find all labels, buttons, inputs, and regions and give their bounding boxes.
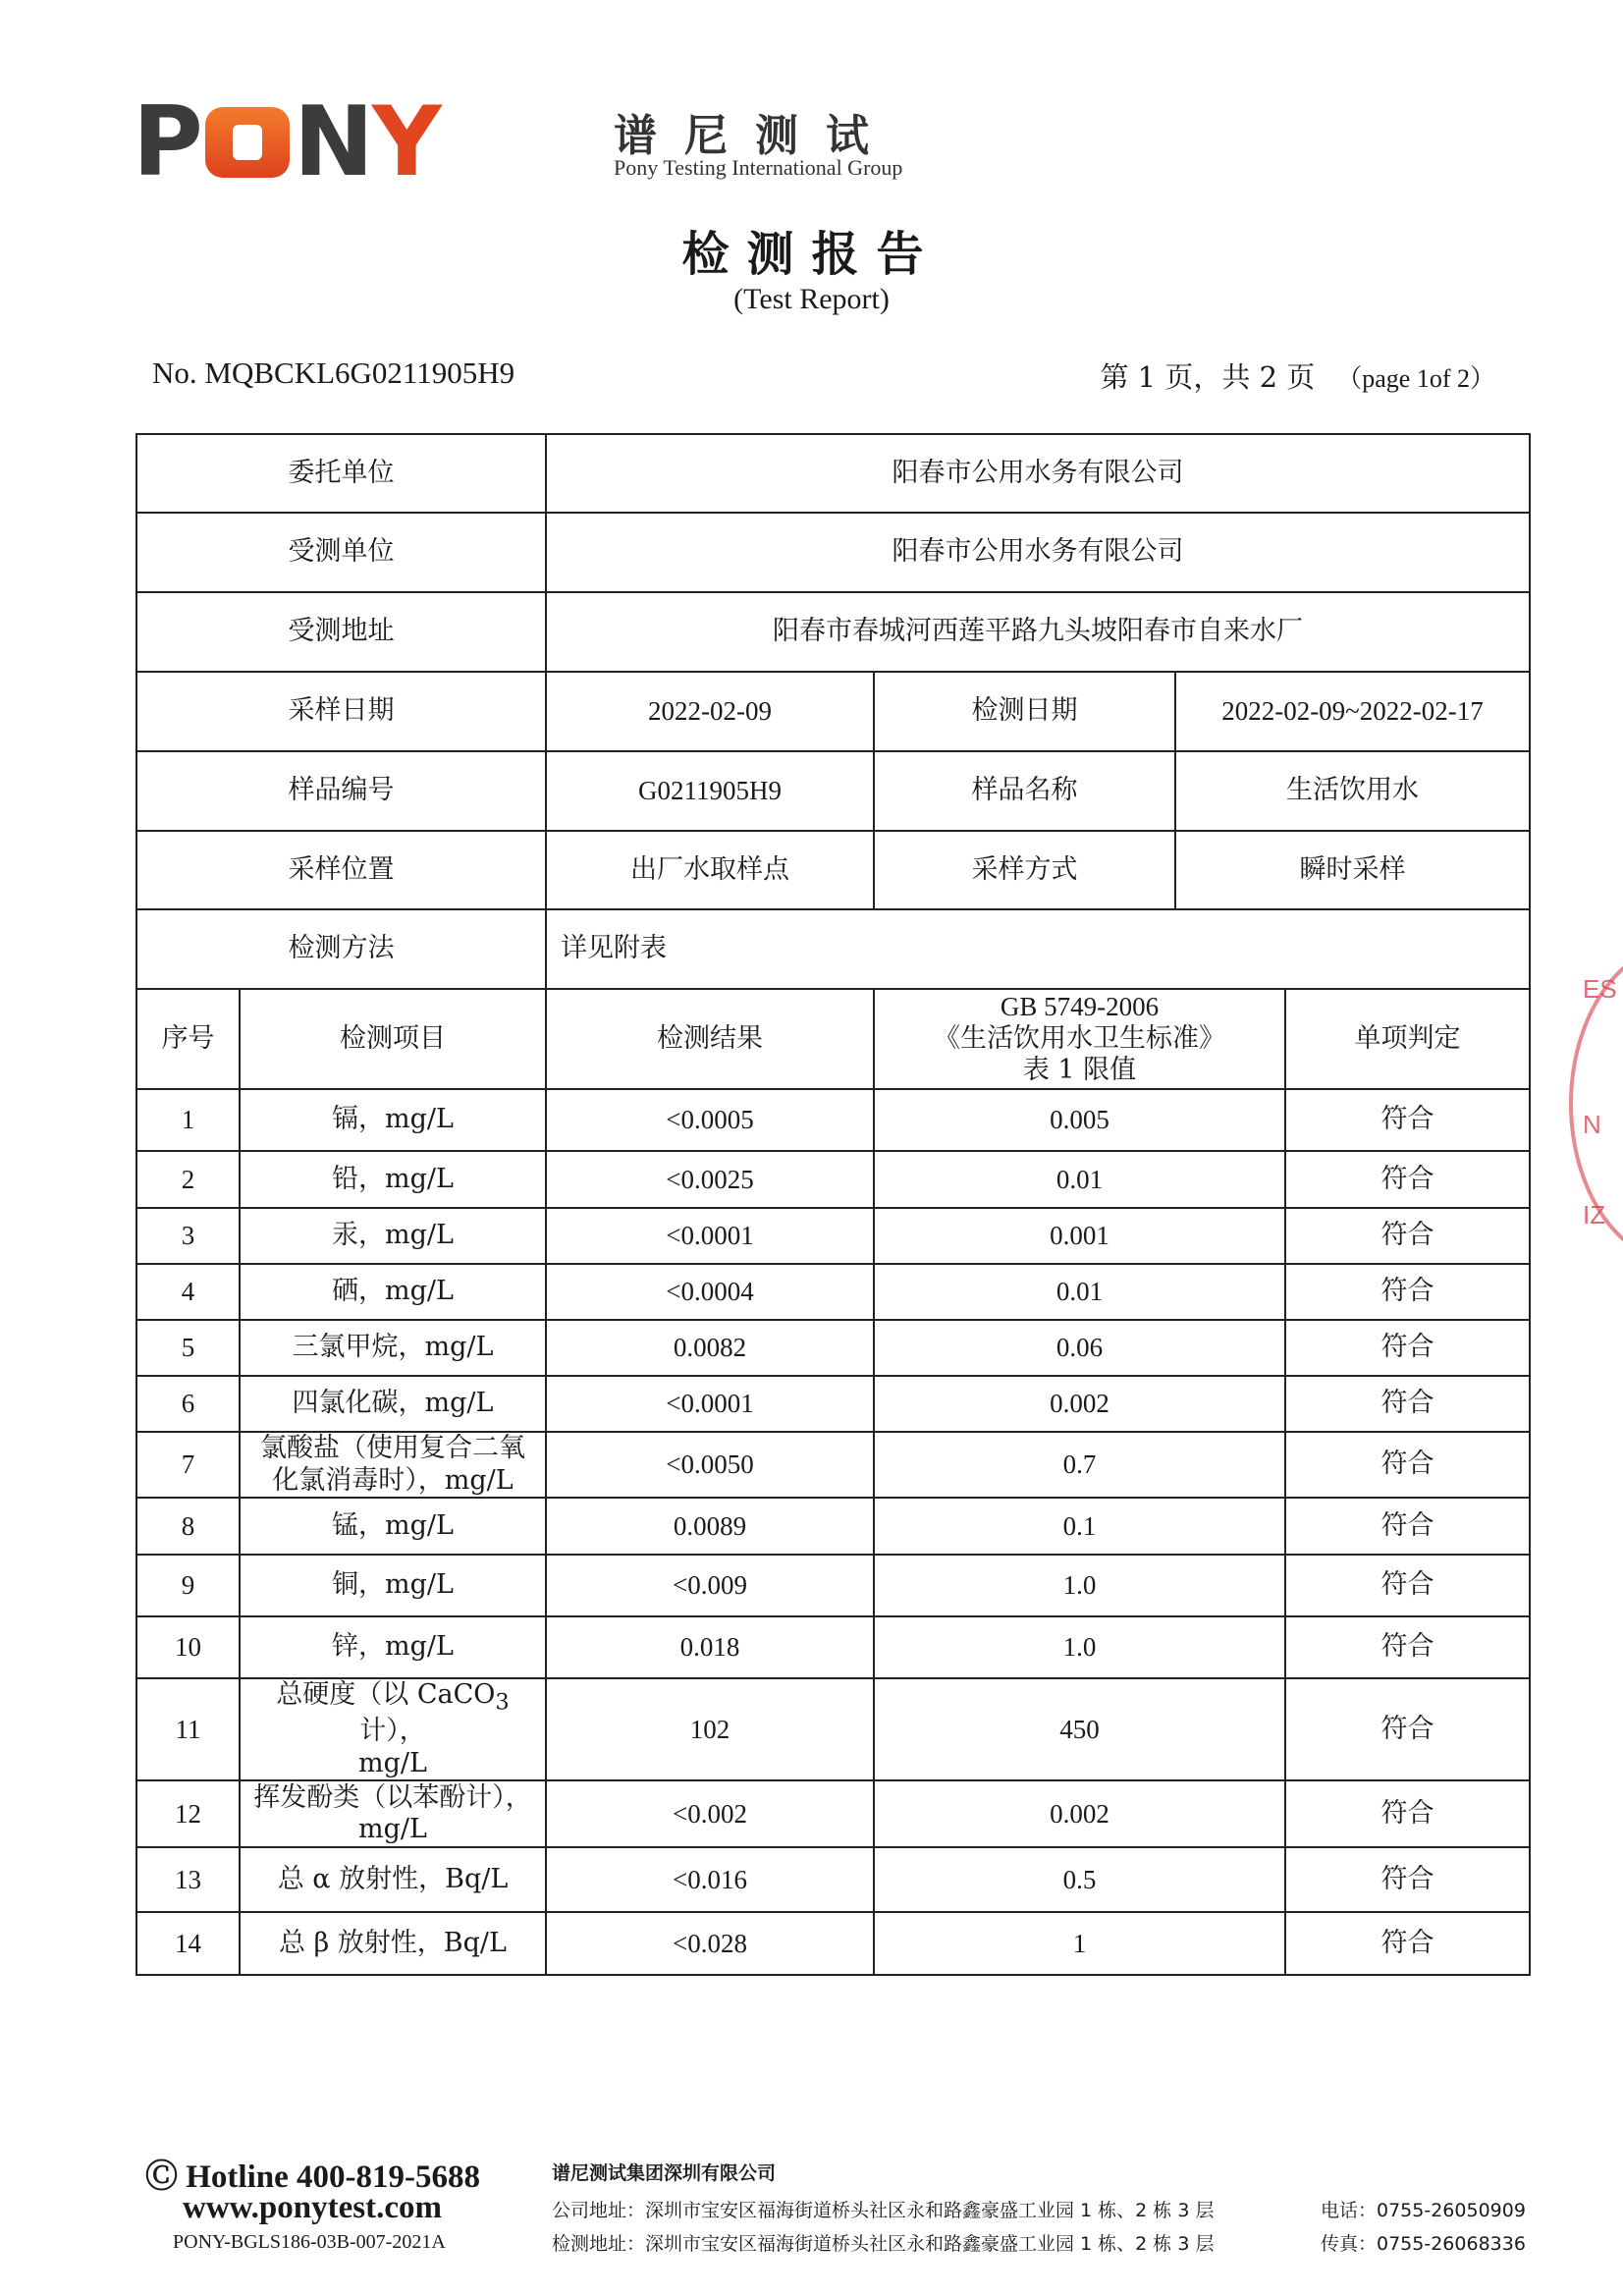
info-label: 采样方式 <box>874 831 1175 909</box>
website-link[interactable]: www.ponytest.com <box>183 2190 442 2225</box>
info-label: 采样日期 <box>136 672 546 751</box>
table-row: 1 镉，mg/L <0.0005 0.005 符合 <box>136 1089 1530 1151</box>
company-address: 公司地址：深圳市宝安区福海街道桥头社区永和路鑫豪盛工业园 1 栋、2 栋 3 层 <box>552 2200 1215 2221</box>
table-row: 7 氯酸盐（使用复合二氧 化氯消毒时），mg/L <0.0050 0.7 符合 <box>136 1432 1530 1498</box>
form-number: PONY-BGLS186-03B-007-2021A <box>173 2231 446 2253</box>
info-label: 受测地址 <box>136 592 546 672</box>
info-row-sample <box>136 751 1530 831</box>
table-row: 4 硒，mg/L <0.0004 0.01 符合 <box>136 1264 1530 1320</box>
info-label: 采样位置 <box>136 831 546 909</box>
info-value: 2022-02-09 <box>546 672 874 751</box>
header-result: 检测结果 <box>546 989 874 1089</box>
info-value: 详见附表 <box>546 909 1530 989</box>
table-row: 10 锌，mg/L 0.018 1.0 符合 <box>136 1616 1530 1678</box>
table-row: 2 铅，mg/L <0.0025 0.01 符合 <box>136 1151 1530 1208</box>
info-value: 瞬时采样 <box>1175 831 1530 909</box>
report-subtitle: (Test Report) <box>733 283 890 315</box>
report-title: 检测报告 <box>681 227 942 282</box>
table-row: 5 三氯甲烷，mg/L 0.0082 0.06 符合 <box>136 1320 1530 1376</box>
official-seal: ES N IZ <box>1569 943 1623 1257</box>
info-label: 样品编号 <box>136 751 546 831</box>
table-row: 8 锰，mg/L 0.0089 0.1 符合 <box>136 1498 1530 1555</box>
info-label: 受测单位 <box>136 513 546 592</box>
info-label: 检测方法 <box>136 909 546 989</box>
info-row-address <box>136 592 1530 672</box>
info-label: 样品名称 <box>874 751 1175 831</box>
table-row: 11 总硬度（以 CaCO$_3$ 计）， mg/L 102 450 符合 <box>136 1678 1530 1780</box>
info-value: 2022-02-09~2022-02-17 <box>1175 672 1530 751</box>
page-info-cn: 第 1 页，共 2 页 <box>1100 360 1316 394</box>
info-row-sampling <box>136 831 1530 909</box>
results-header-row <box>136 989 1530 1089</box>
header-judgement: 单项判定 <box>1285 989 1530 1089</box>
info-label: 检测日期 <box>874 672 1175 751</box>
info-row-dates <box>136 672 1530 751</box>
table-row: 12 挥发酚类（以苯酚计）， mg/L <0.002 0.002 符合 <box>136 1780 1530 1847</box>
fax: 传真：0755-26068336 <box>1321 2233 1526 2255</box>
page-info-en: （page 1of 2） <box>1336 364 1495 393</box>
page-info <box>1100 355 1495 396</box>
logo-english-name: Pony Testing International Group <box>614 155 903 180</box>
info-value: G0211905H9 <box>546 751 874 831</box>
logo-chinese-name: 谱尼测试 <box>614 111 896 161</box>
table-row: 13 总 α 放射性，Bq/L <0.016 0.5 符合 <box>136 1847 1530 1912</box>
info-value: 阳春市公用水务有限公司 <box>546 513 1530 592</box>
logo-wordmark: P N Y <box>133 86 440 198</box>
header-item: 检测项目 <box>240 989 546 1089</box>
report-number: No. MQBCKL6G0211905H9 <box>152 355 515 390</box>
info-row-tested-unit <box>136 513 1530 592</box>
telephone: 电话：0755-26050909 <box>1321 2200 1526 2221</box>
info-row-client <box>136 434 1530 513</box>
table-row: 6 四氯化碳，mg/L <0.0001 0.002 符合 <box>136 1376 1530 1432</box>
table-row: 14 总 β 放射性，Bq/L <0.028 1 符合 <box>136 1912 1530 1975</box>
info-value: 出厂水取样点 <box>546 831 874 909</box>
header-limit: GB 5749-2006 《生活饮用水卫生标准》 表 1 限值 <box>874 989 1285 1089</box>
info-row-method <box>136 909 1530 989</box>
hotline: Ⓒ Hotline 400-819-5688 <box>145 2159 480 2195</box>
info-value: 生活饮用水 <box>1175 751 1530 831</box>
table-row: 3 汞，mg/L <0.0001 0.001 符合 <box>136 1208 1530 1264</box>
logo-o-mark <box>205 107 290 178</box>
report-table <box>135 433 1531 1976</box>
header-no: 序号 <box>136 989 240 1089</box>
info-value: 阳春市公用水务有限公司 <box>546 434 1530 513</box>
table-row: 9 铜，mg/L <0.009 1.0 符合 <box>136 1555 1530 1616</box>
info-label: 委托单位 <box>136 434 546 513</box>
footer-company: 谱尼测试集团深圳有限公司 <box>552 2162 777 2184</box>
info-value: 阳春市春城河西莲平路九头坡阳春市自来水厂 <box>546 592 1530 672</box>
test-address: 检测地址：深圳市宝安区福海街道桥头社区永和路鑫豪盛工业园 1 栋、2 栋 3 层 <box>552 2233 1215 2255</box>
